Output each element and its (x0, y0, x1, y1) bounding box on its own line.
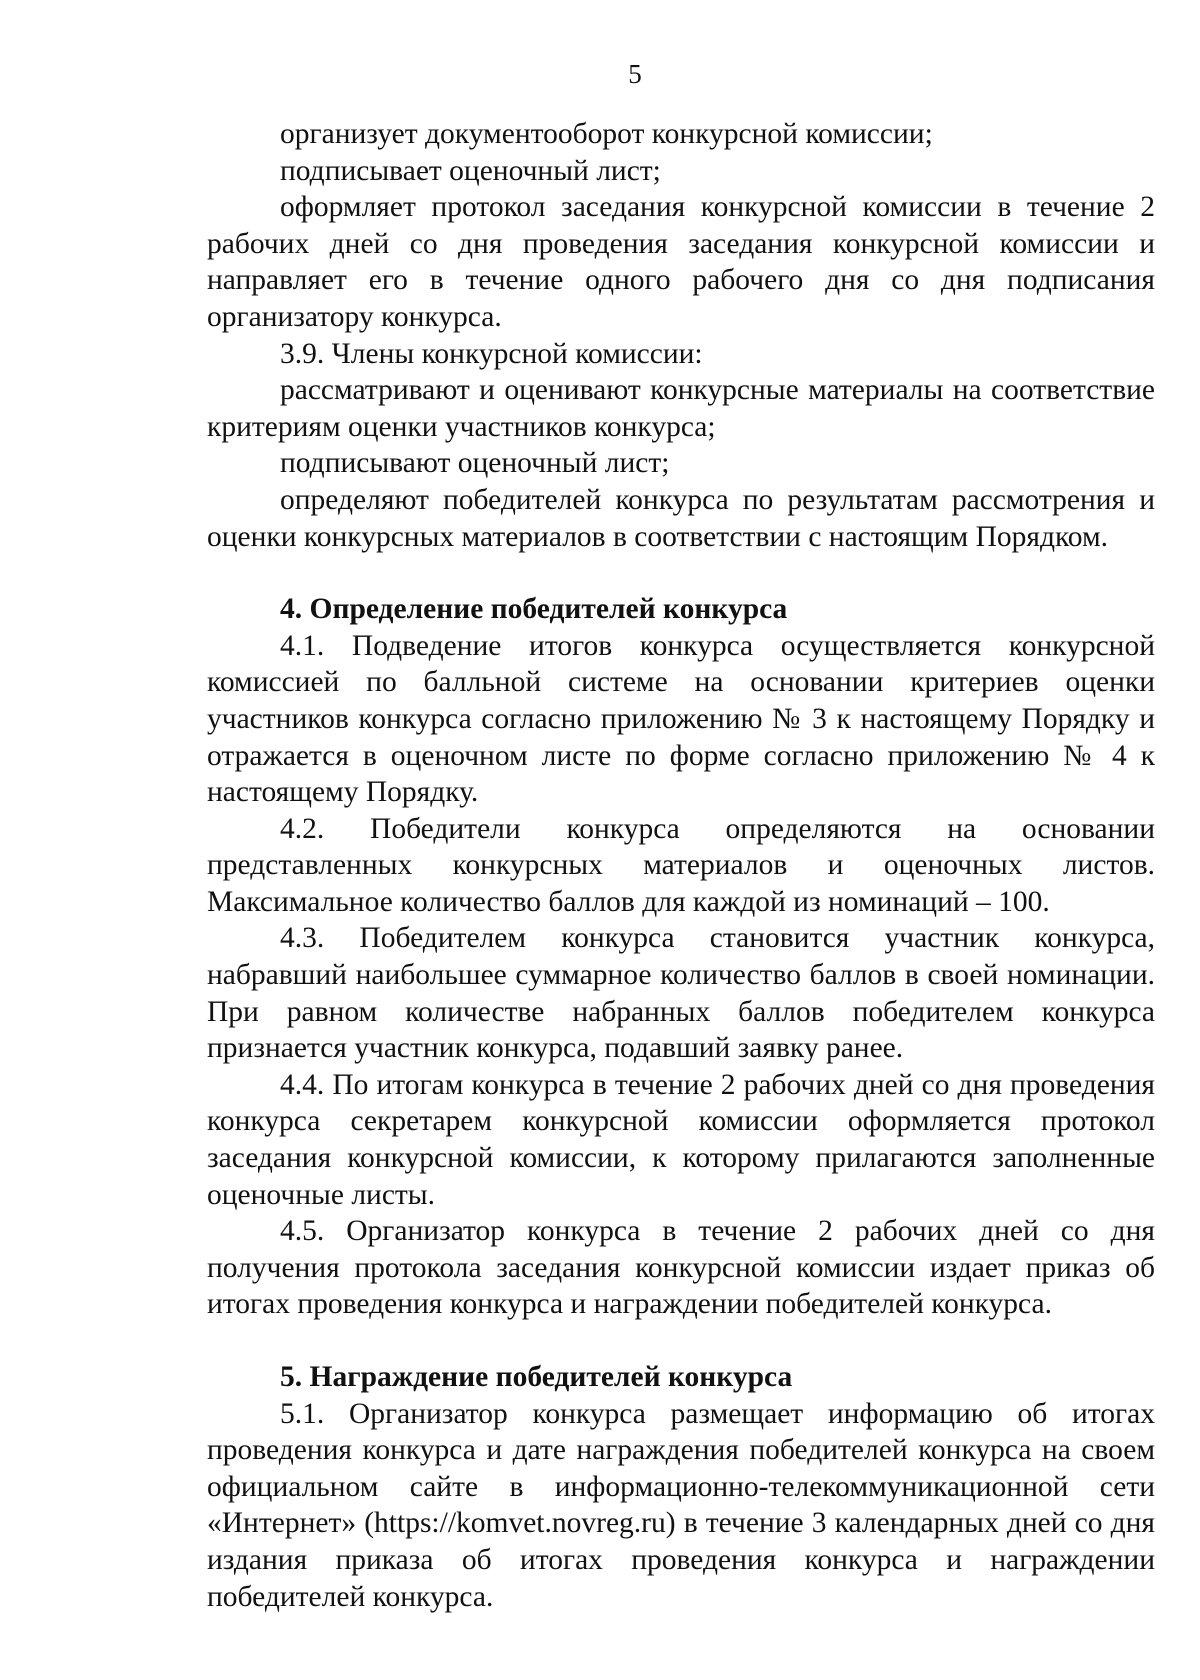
paragraph: рассматривают и оценивают конкурсные материалы на соответствие критериям оценки участников конкурса; (207, 374, 1155, 443)
page-number: 5 (628, 59, 642, 89)
clause-4-1: 4.1. Подведение итогов конкурса осуществляется конкурсной комиссией по балльной системе на основании критериев оценки участников конкурса согласно приложению № 3 к настоящему Порядку и отражается в оценочном листе по форме согласно приложению № 4 к настоящему Порядку. (207, 629, 1155, 809)
clause-4-4: 4.4. По итогам конкурса в течение 2 рабочих дней со дня проведения конкурса секретарем конкурсной комиссии оформляется протокол заседания конкурсной комиссии, к которому прилагаются заполненные оценочные листы. (207, 1068, 1155, 1211)
paragraph: определяют победителей конкурса по результатам рассмотрения и оценки конкурсных материалов в соответствии с настоящим Порядком. (207, 483, 1155, 553)
clause-4-2: 4.2. Победители конкурса определяются на основании представленных конкурсных материалов и оценочных листов. Максимальное количество баллов для каждой из номинаций – 100. (207, 812, 1155, 918)
paragraph: организует документооборот конкурсной комиссии; (280, 118, 933, 150)
clause-3-9: 3.9. Члены конкурсной комиссии: (280, 337, 703, 370)
section-5-heading: 5. Награждение победителей конкурса (280, 1361, 793, 1393)
section-4-heading: 4. Определение победителей конкурса (280, 593, 788, 626)
clause-4-3: 4.3. Победителем конкурса становится участник конкурса, набравший наибольшее суммарное количество баллов в своей номинации. При равном количестве набранных баллов победителем конкурса признается участник конкурса, подавший заявку ранее. (207, 922, 1155, 1065)
paragraph: оформляет протокол заседания конкурсной комиссии в течение 2 рабочих дней со дня проведения заседания конкурсной комиссии и направляет его в течение одного рабочего дня со дня подписания организатору конкурса. (207, 191, 1155, 333)
paragraph: подписывают оценочный лист; (280, 447, 670, 480)
paragraph: подписывает оценочный лист; (280, 154, 661, 187)
document-body (207, 116, 1155, 1615)
clause-4-5: 4.5. Организатор конкурса в течение 2 рабочих дней со дня получения протокола заседания конкурсной комиссии издает приказ об итогах проведения конкурса и награждении победителей конкурса. (207, 1215, 1155, 1321)
clause-5-1: 5.1. Организатор конкурса размещает информацию об итогах проведения конкурса и дате награждения победителей конкурса на своем официальном сайте в информационно-телекоммуникационной сети «Интернет» (https://komvet.novreg.ru) в течение 3 календарных дней со дня издания приказа об итогах проведения конкурса и награждении победителей конкурса. (207, 1397, 1155, 1613)
